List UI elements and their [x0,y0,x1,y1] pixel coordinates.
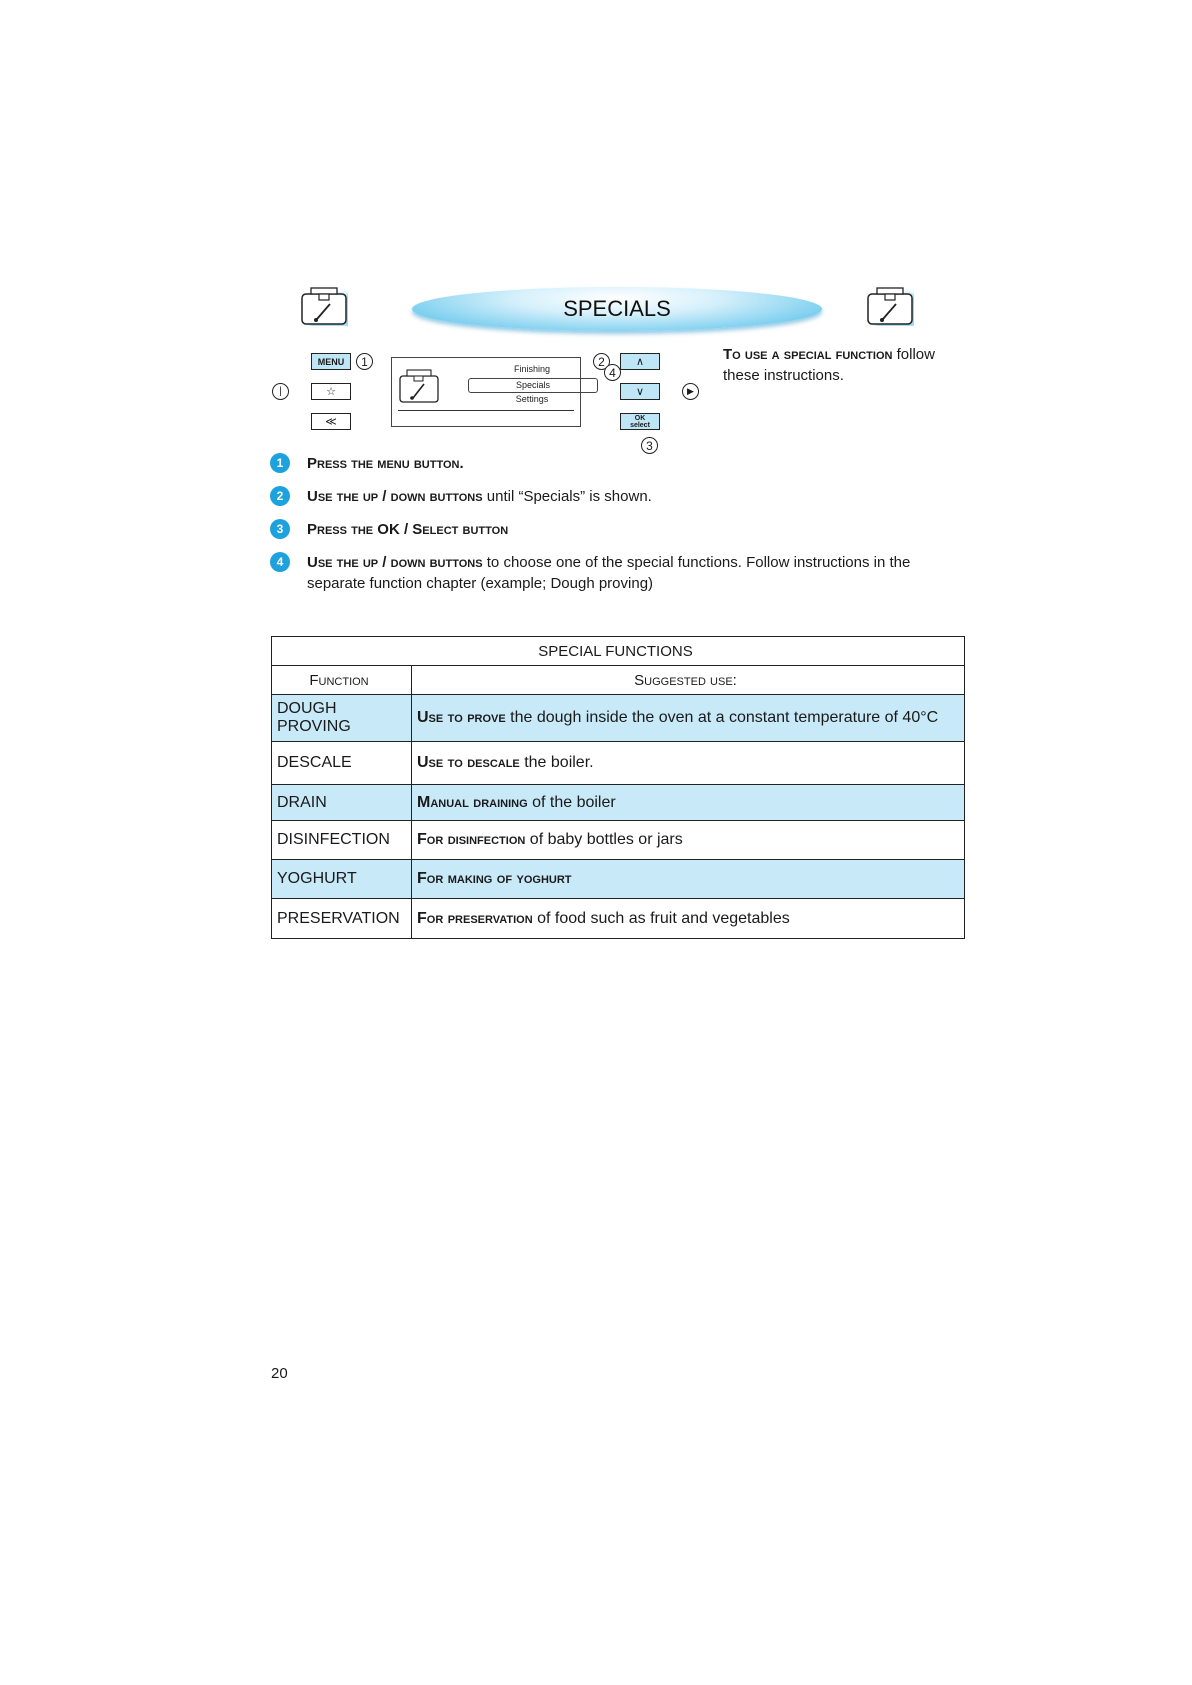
use-rest: the dough inside the oven at a constant temperature of 40°C [505,709,939,726]
oven-icon [866,286,914,326]
page-number: 20 [271,1365,288,1382]
menu-button[interactable]: MENU [311,353,351,370]
intro-lead: To use a special function [723,346,893,363]
column-header-suggested-use: Suggested use: [412,666,965,695]
function-cell: DESCALE [272,742,412,785]
oven-icon [300,286,348,326]
table-row [272,860,965,899]
step-bold: Press the OK / Select button [307,521,509,538]
function-cell: DISINFECTION [272,821,412,860]
table-row [272,821,965,860]
table-row [272,695,965,742]
step-number: 3 [270,519,290,539]
down-button[interactable] [620,383,660,400]
display-divider [398,410,574,411]
callout-1: 1 [356,353,373,370]
step-rest: until “Specials” is shown. [482,488,652,505]
display-item-settings: Settings [515,394,549,404]
table-row [272,899,965,939]
display-item-specials: Specials [468,378,598,393]
step-bold: Press the menu button. [307,455,464,472]
use-rest: of food such as fruit and vegetables [532,909,790,927]
up-button[interactable] [620,353,660,370]
display-item-finishing: Finishing [513,364,551,374]
use-lead: For preservation [417,909,533,927]
use-lead: Use to descale [417,754,520,771]
special-functions-table [271,636,965,939]
select-label: select [630,421,650,429]
step-number: 2 [270,486,290,506]
use-rest: of baby bottles or jars [525,831,683,848]
play-icon[interactable]: ▶ [682,383,699,400]
step-rest: to choose one of the special functions. Follow instructions in the separate function chapter (example; Dough proving) [307,554,911,592]
step-bold: Use the up / down buttons [307,488,483,505]
table-row [272,742,965,785]
ok-label: OK [634,414,646,422]
double-chevron-left-icon: ≪ [325,416,337,428]
use-lead: Use to prove [417,709,506,726]
chevron-down-icon: ∨ [635,386,645,398]
page-title-banner: SPECIALS [412,287,822,331]
use-rest: the boiler. [519,754,594,771]
display-screen [391,357,581,427]
step-number: 1 [270,453,290,473]
favorite-button[interactable] [311,383,351,400]
intro-text [723,344,953,386]
power-icon[interactable]: | [272,383,289,400]
intro-rest: follow these instructions. [723,346,935,384]
use-lead: Manual draining [417,793,528,811]
callout-4: 4 [604,364,621,381]
use-rest: of the boiler [527,793,616,811]
ok-select-button[interactable] [620,413,660,430]
chevron-up-icon: ∧ [635,356,645,368]
step-bold: Use the up / down buttons [307,554,483,571]
column-header-function: Function [272,666,412,695]
use-lead: For making of yoghurt [417,870,572,887]
back-button[interactable] [311,413,351,430]
star-icon: ☆ [326,386,336,398]
function-cell: DOUGH PROVING [272,695,412,742]
oven-icon [398,368,440,404]
function-cell: YOGHURT [272,860,412,899]
table-title: SPECIAL FUNCTIONS [272,637,965,666]
table-row [272,785,965,821]
step-number: 4 [270,552,290,572]
callout-3: 3 [641,437,658,454]
callout-2: 2 [593,353,610,370]
function-cell: DRAIN [272,785,412,821]
use-lead: For disinfection [417,831,526,848]
function-cell: PRESERVATION [272,899,412,939]
